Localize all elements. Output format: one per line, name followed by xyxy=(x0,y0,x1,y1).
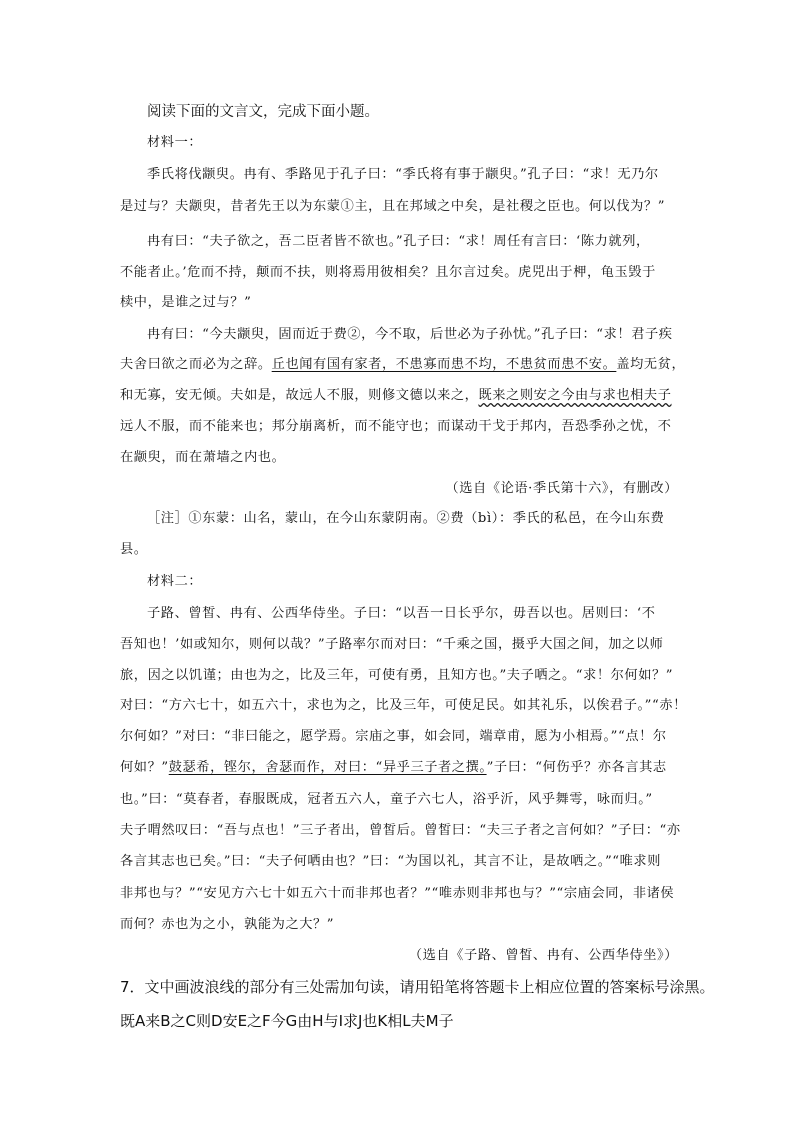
material-two-line: 吾知也！’如或知尔，则何以哉？”子路率尔而对曰：“千乘之国，摄乎大国之间，加之以师 xyxy=(120,637,664,652)
answer-options: 既A来B之C则D安E之F今G由H与I求J也K相L夫M子 xyxy=(120,1012,454,1030)
material-two-heading: 材料二： xyxy=(147,574,203,589)
material-one-line: 不能者止。’危而不持，颠而不扶，则将焉用彼相矣？且尔言过矣。虎兕出于柙，龟玉毁于 xyxy=(120,265,656,280)
text-segment: 和无寡，安无倾。夫如是，故远人不服，则修文德以来之， xyxy=(120,388,479,403)
annotation-note: 县。 xyxy=(120,542,148,557)
material-one-line: 冉有曰：“夫子欲之，吾二臣者皆不欲也。”孔子曰：“求！周任有言曰：‘陈力就列， xyxy=(147,234,650,249)
material-two-line: 子路、曾皙、冉有、公西华侍坐。子曰：“以吾一日长乎尔，毋吾以也。居则曰：‘不 xyxy=(147,606,656,621)
material-two-line: 尔何如？”对曰：“非曰能之，愿学焉。宗庙之事，如会同，端章甫，愿为小相焉。”“点！尔 xyxy=(120,729,667,744)
material-one-line: 是过与？夫颛臾，昔者先王以为东蒙①主，且在邦域之中矣，是社稷之臣也。何以伐为？” xyxy=(120,199,666,214)
material-two-line: 夫子喟然叹曰：“吾与点也！”三子者出，曾皙后。曾皙曰：“夫三子者之言何如？”子曰：“亦 xyxy=(120,823,681,838)
material-two-source: （选自《子路、曾皙、冉有、公西华侍坐》） xyxy=(408,948,678,963)
wavy-underlined-passage: 既来之则安之今由与求也相夫子 xyxy=(478,388,672,403)
annotation-note: ［注］①东蒙：山名，蒙山，在今山东蒙阴南。②费（bì）：季氏的私邑，在今山东费 xyxy=(147,511,665,526)
underlined-sentence: 丘也闻有国有家者，不患寡而患不均，不患贫而患不安。 xyxy=(271,357,617,372)
question-seven: 7．文中画波浪线的部分有三处需加句读，请用铅笔将答题卡上相应位置的答案标号涂黑。 xyxy=(120,978,715,996)
material-two-line xyxy=(120,759,667,777)
material-two-line: 各言其志也已矣。”曰：“夫子何哂由也？”曰：“为国以礼，其言不让，是故哂之。”“唯求则 xyxy=(120,854,661,869)
material-one-heading: 材料一： xyxy=(147,135,203,150)
text-segment: ”子曰：“何伤乎？亦各言其志 xyxy=(486,760,667,775)
text-segment: 盖均无贫， xyxy=(616,357,686,372)
material-two-line: 非邦也与？”“安见方六七十如五六十而非邦也者？”“唯赤则非邦也与？”“宗庙会同，非诸侯 xyxy=(120,886,675,901)
text-segment: 夫舍曰欲之而必为之辞。 xyxy=(120,357,272,372)
text-segment: 何如？” xyxy=(120,760,169,775)
material-two-line: 也。”曰：“莫春者，春服既成，冠者五六人，童子六七人，浴乎沂，风乎舞雩，咏而归。” xyxy=(120,792,653,807)
material-one-line: 在颛臾，而在萧墙之内也。 xyxy=(120,450,286,465)
underlined-sentence: 鼓瑟希，铿尔，舍瑟而作，对曰：“异乎三子者之撰。 xyxy=(168,760,487,775)
material-two-line: 对曰：“方六七十，如五六十，求也为之，比及三年，可使足民。如其礼乐，以俟君子。”“赤！ xyxy=(120,698,687,713)
material-one-line xyxy=(120,356,685,374)
instruction: 阅读下面的文言文，完成下面小题。 xyxy=(147,104,379,120)
material-one-line: 季氏将伐颛臾。冉有、季路见于孔子曰：“季氏将有事于颛臾。”孔子曰：“求！无乃尔 xyxy=(147,167,659,182)
material-two-line: 旅，因之以饥谨；由也为之，比及三年，可使有勇，且知方也。”夫子哂之。“求！尔何如？” xyxy=(120,668,674,683)
material-one-line xyxy=(120,387,672,405)
material-two-line: 而何？赤也为之小，孰能为之大？” xyxy=(120,917,335,932)
material-one-line: 椟中，是谁之过与？” xyxy=(120,295,252,310)
material-one-line: 远人不服，而不能来也；邦分崩离析，而不能守也；而谋动干戈于邦内，吾恐季孙之忧，不 xyxy=(120,419,672,434)
material-one-line: 冉有曰：“今夫颛臾，固而近于费②，今不取，后世必为子孙忧。”孔子曰：“求！君子疾 xyxy=(147,327,673,342)
material-one-source: （选自《论语·季氏第十六》，有删改） xyxy=(445,481,678,496)
